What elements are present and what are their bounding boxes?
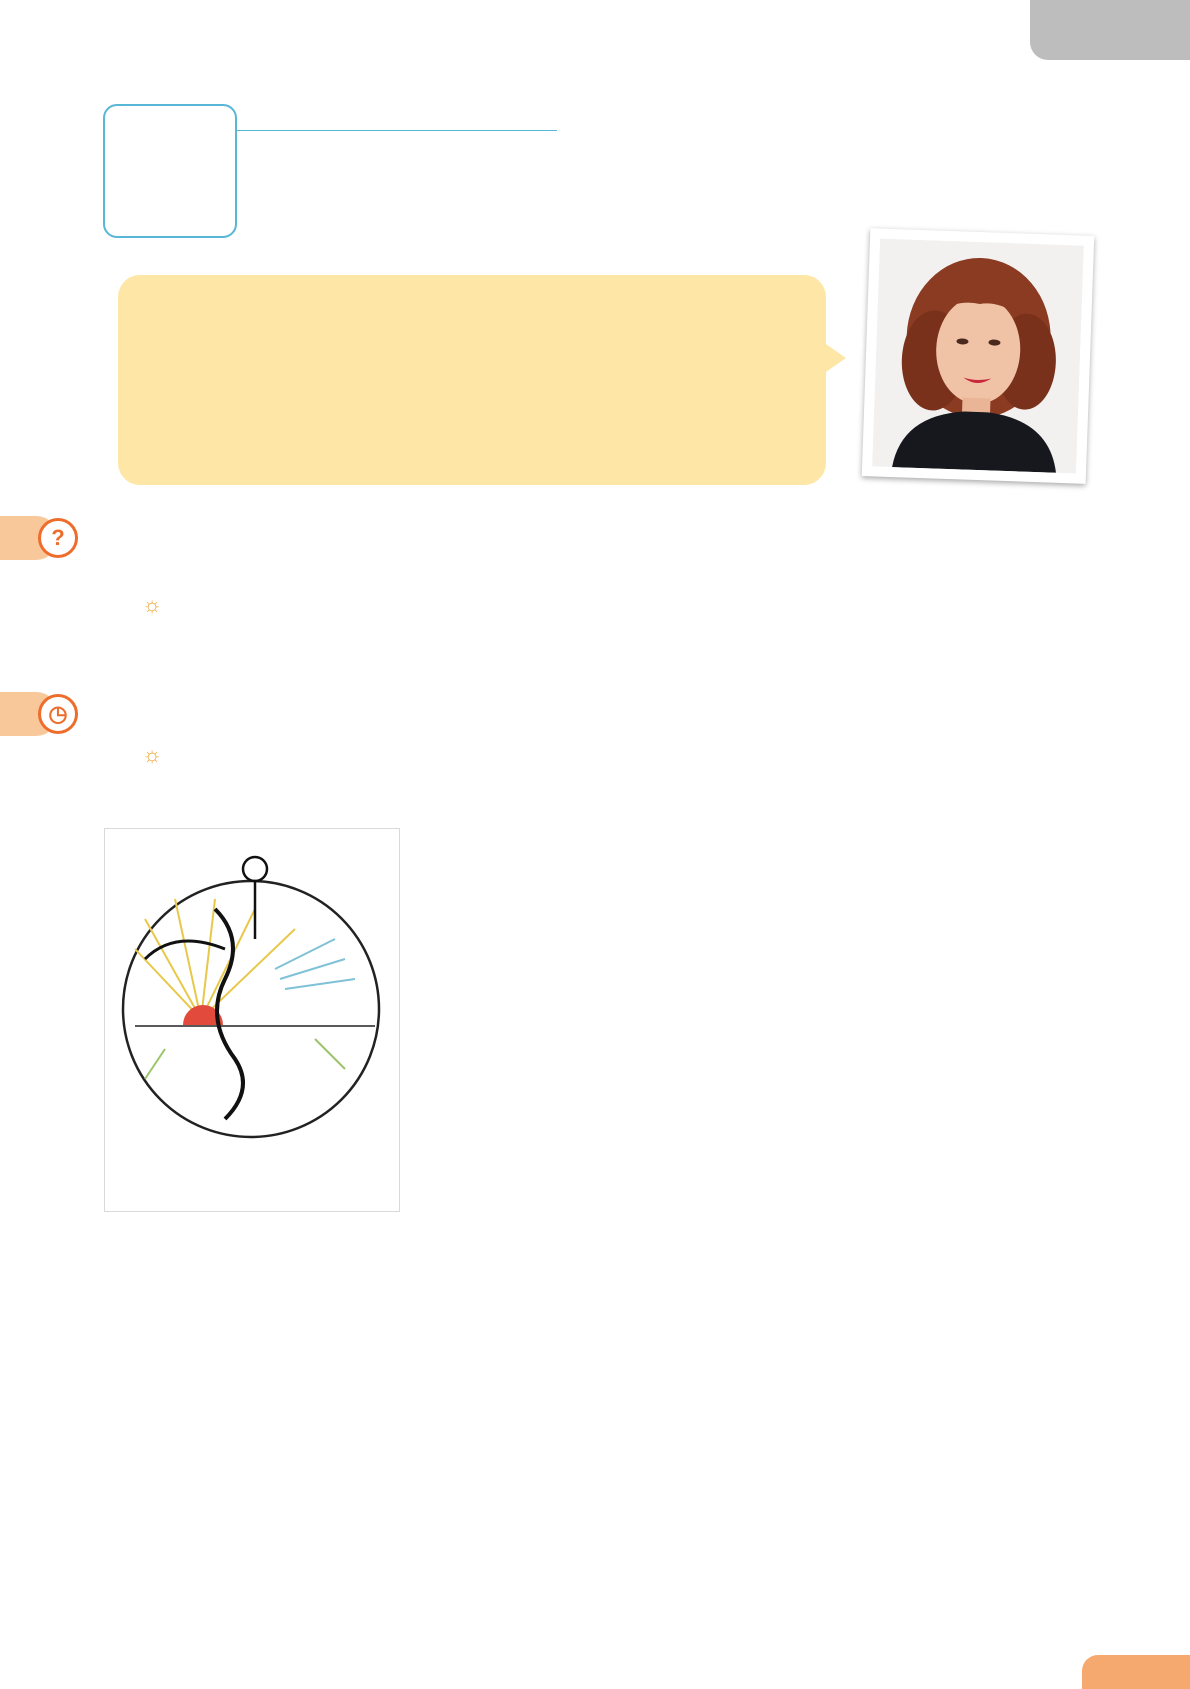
page-number xyxy=(1082,1655,1190,1689)
url-underline xyxy=(237,130,557,131)
quote-bubble-tail xyxy=(820,340,846,376)
sun-bullet-icon: ☼ xyxy=(142,592,163,617)
question-mark-icon: ? xyxy=(38,518,78,558)
qr-code-icon xyxy=(117,118,223,224)
portrait-image xyxy=(872,239,1084,474)
quote-bubble xyxy=(118,275,826,485)
author-portrait-photo xyxy=(862,228,1095,484)
artwork-image xyxy=(105,829,399,1211)
dali-stress-artwork xyxy=(104,828,400,1212)
table-of-contents-button[interactable] xyxy=(1030,0,1190,60)
sun-bullet-icon: ☼ xyxy=(142,742,163,767)
qr-code[interactable] xyxy=(103,104,237,238)
bottom-dash-divider xyxy=(18,1641,1028,1645)
top-dot-divider xyxy=(18,40,1028,56)
clock-icon: ◷ xyxy=(38,694,78,734)
